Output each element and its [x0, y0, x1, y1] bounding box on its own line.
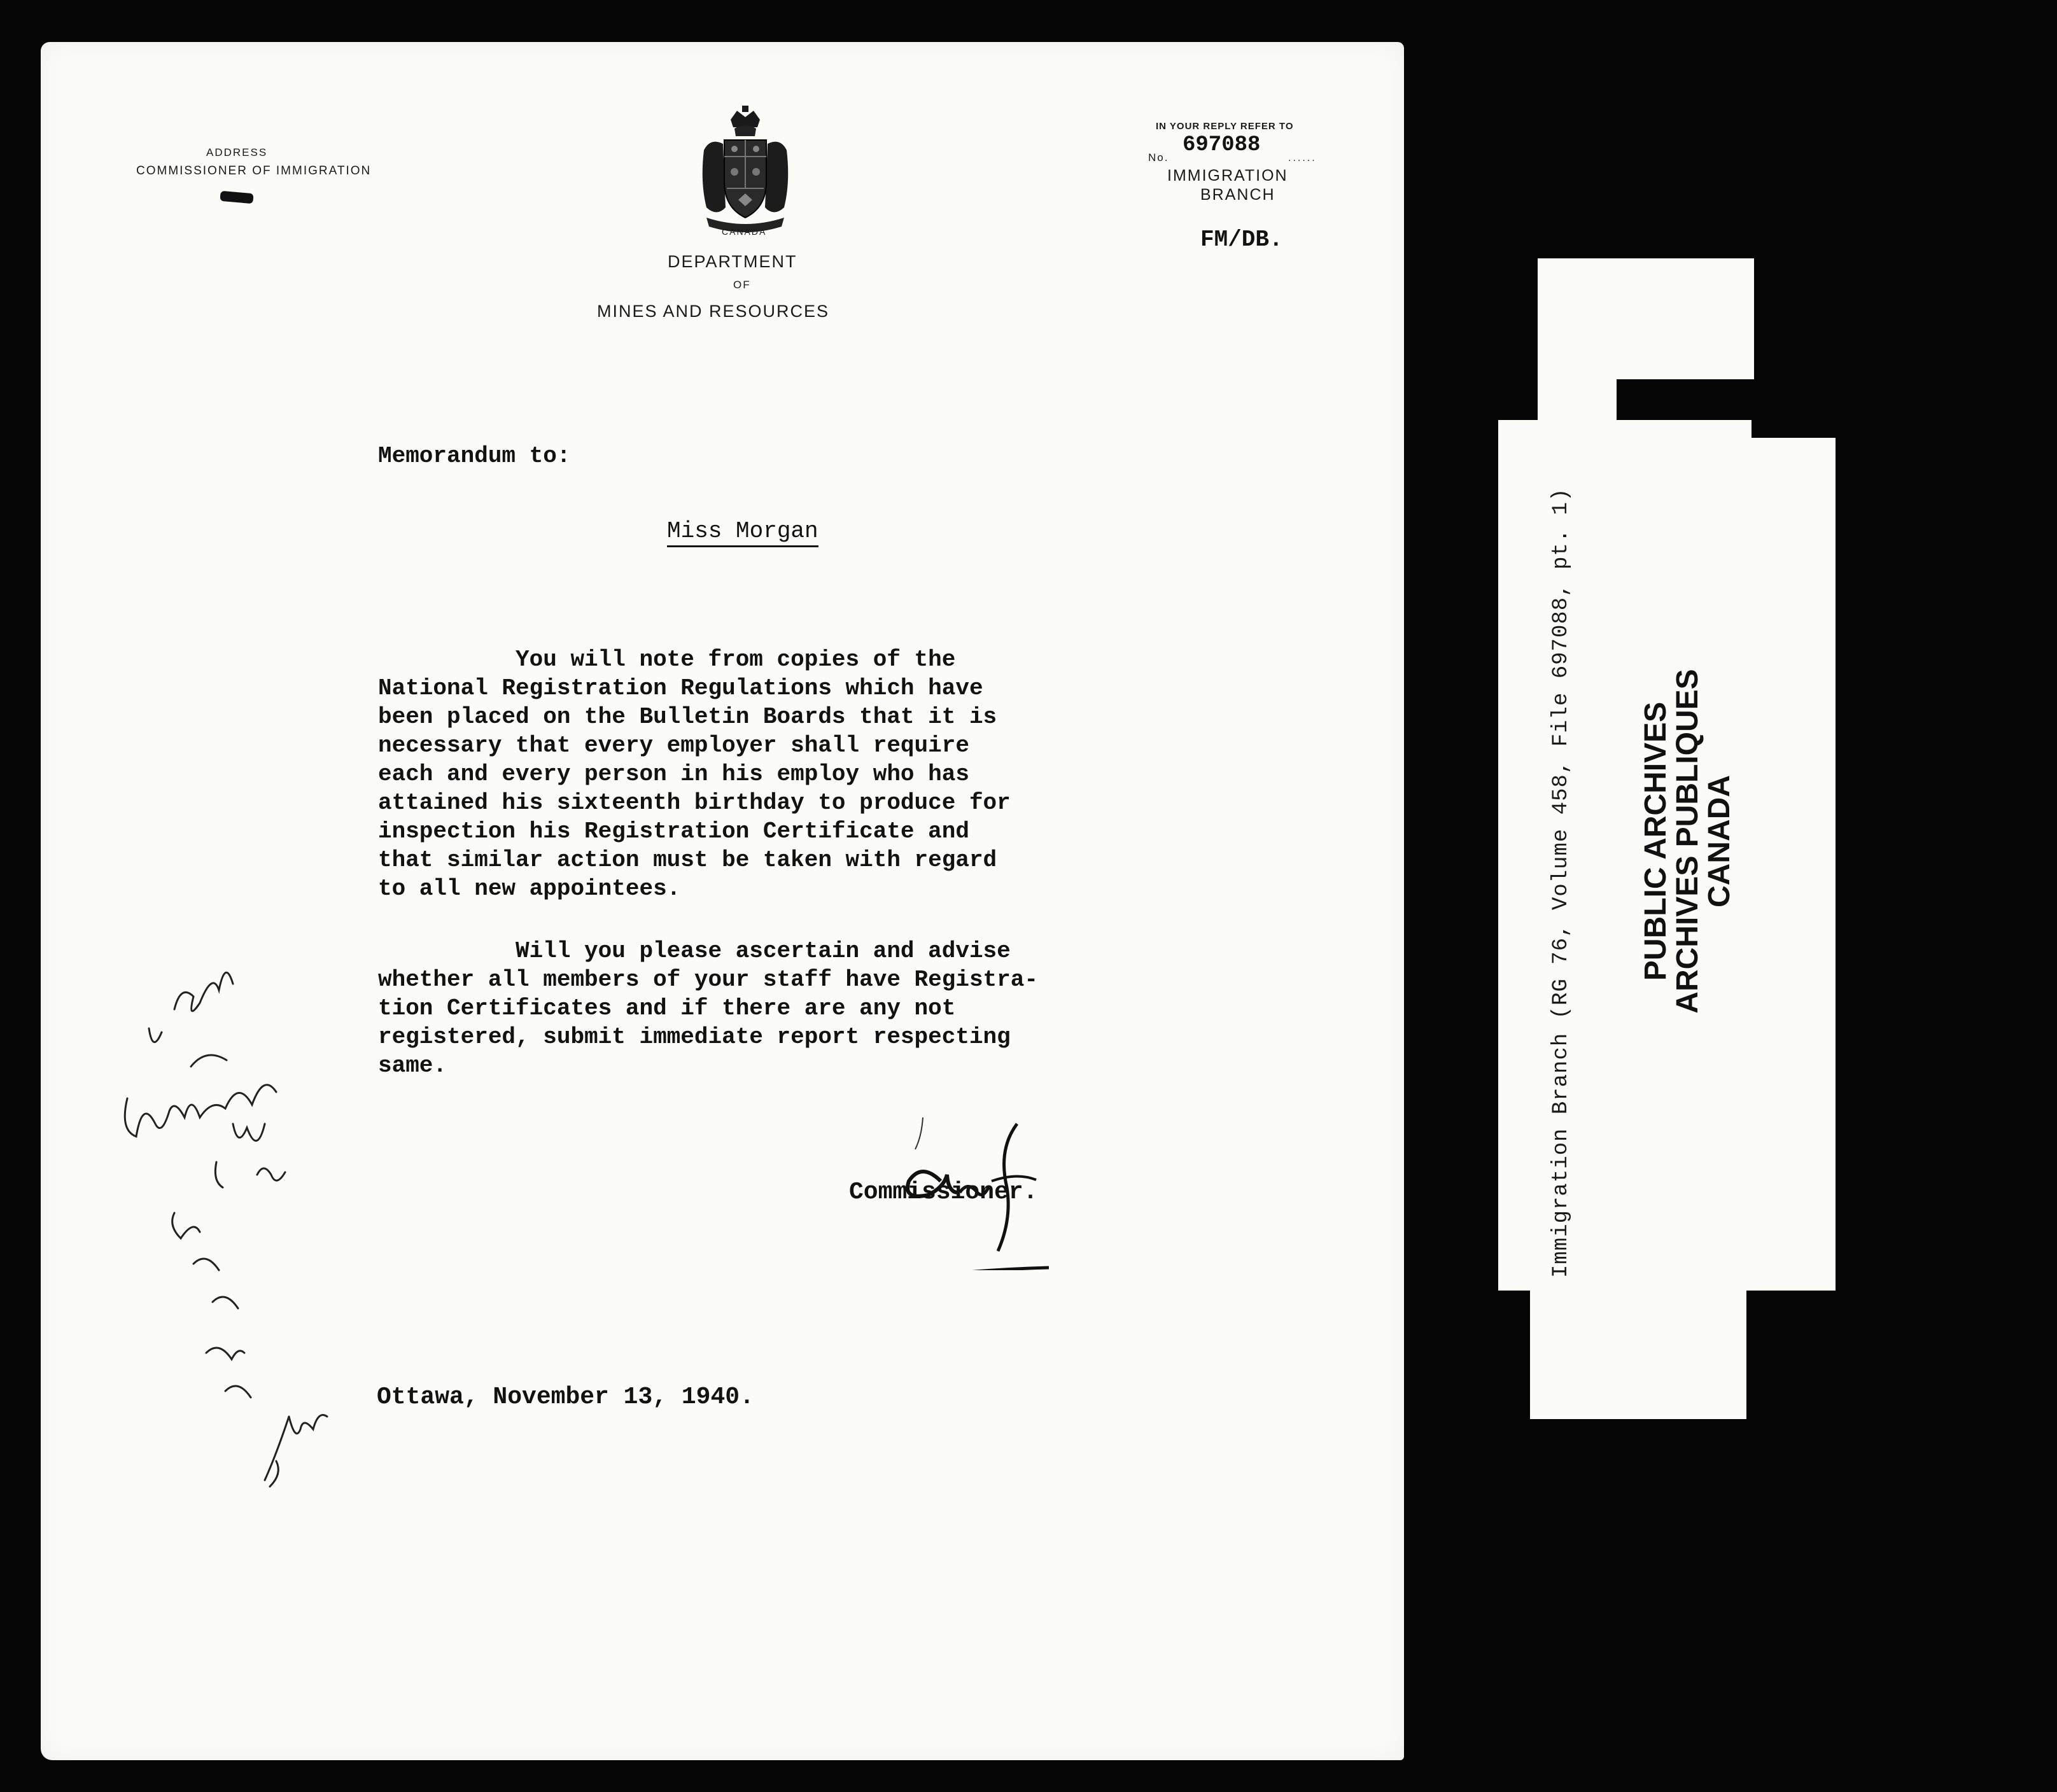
- typist-initials: FM/DB.: [1200, 227, 1283, 253]
- archive-label-notch: [1617, 379, 1754, 420]
- archive-label-slot: [1498, 1291, 1530, 1297]
- ink-mark: [220, 191, 253, 204]
- memo-heading: Memorandum to:: [378, 443, 571, 469]
- archive-label-tab-bottom: [1530, 1279, 1746, 1419]
- archive-label-notch: [1752, 420, 1836, 438]
- memo-paragraph-2: Will you please ascertain and advise whether all members of your staff have Registra- tion Certificates and if there are any not registered, submit immediate report respecting same.: [378, 938, 1038, 1079]
- file-number: 697088: [1183, 133, 1261, 157]
- place-and-date: Ottawa, November 13, 1940.: [377, 1383, 754, 1411]
- reply-number-prefix: No.: [1148, 151, 1169, 164]
- address-label: ADDRESS: [206, 146, 268, 158]
- memorandum-page: [41, 42, 1404, 1760]
- department-name-line1: DEPARTMENT: [668, 252, 797, 271]
- archive-name-line2: ARCHIVES PUBLIQUES: [1671, 669, 1704, 1014]
- memo-recipient: Miss Morgan: [667, 518, 818, 547]
- department-name-line2: OF: [733, 279, 751, 291]
- archive-label-slot: [1746, 1291, 1836, 1297]
- archive-name-line3: CANADA: [1702, 775, 1736, 907]
- reply-reference-label: IN YOUR REPLY REFER TO: [1156, 121, 1294, 132]
- branch-name-line1: IMMIGRATION: [1167, 167, 1288, 185]
- reply-number-leader: ......: [1288, 153, 1317, 164]
- signature-title: Commissioner.: [849, 1179, 1038, 1206]
- memo-paragraph-1: You will note from copies of the National Registration Regulations which have been placed on the Bulletin Boards that it is necessary that every employer shall require each and every person in his employ who has attained his sixteenth birthday to produce for inspection his Registration Certificate and that similar action must be taken with regard to all new appointees.: [378, 647, 1011, 902]
- archive-name-line1: PUBLIC ARCHIVES: [1639, 701, 1673, 981]
- department-name-line3: MINES AND RESOURCES: [597, 302, 830, 321]
- archive-reference: Immigration Branch (RG 76, Volume 458, File 697088, pt. 1): [1549, 487, 1573, 1278]
- country-label: CANADA: [722, 227, 767, 237]
- coat-of-arms-icon: [698, 106, 793, 265]
- handwritten-marginal-notes: [66, 907, 423, 1518]
- address-value: COMMISSIONER OF IMMIGRATION: [136, 164, 372, 178]
- branch-name-line2: BRANCH: [1200, 186, 1275, 204]
